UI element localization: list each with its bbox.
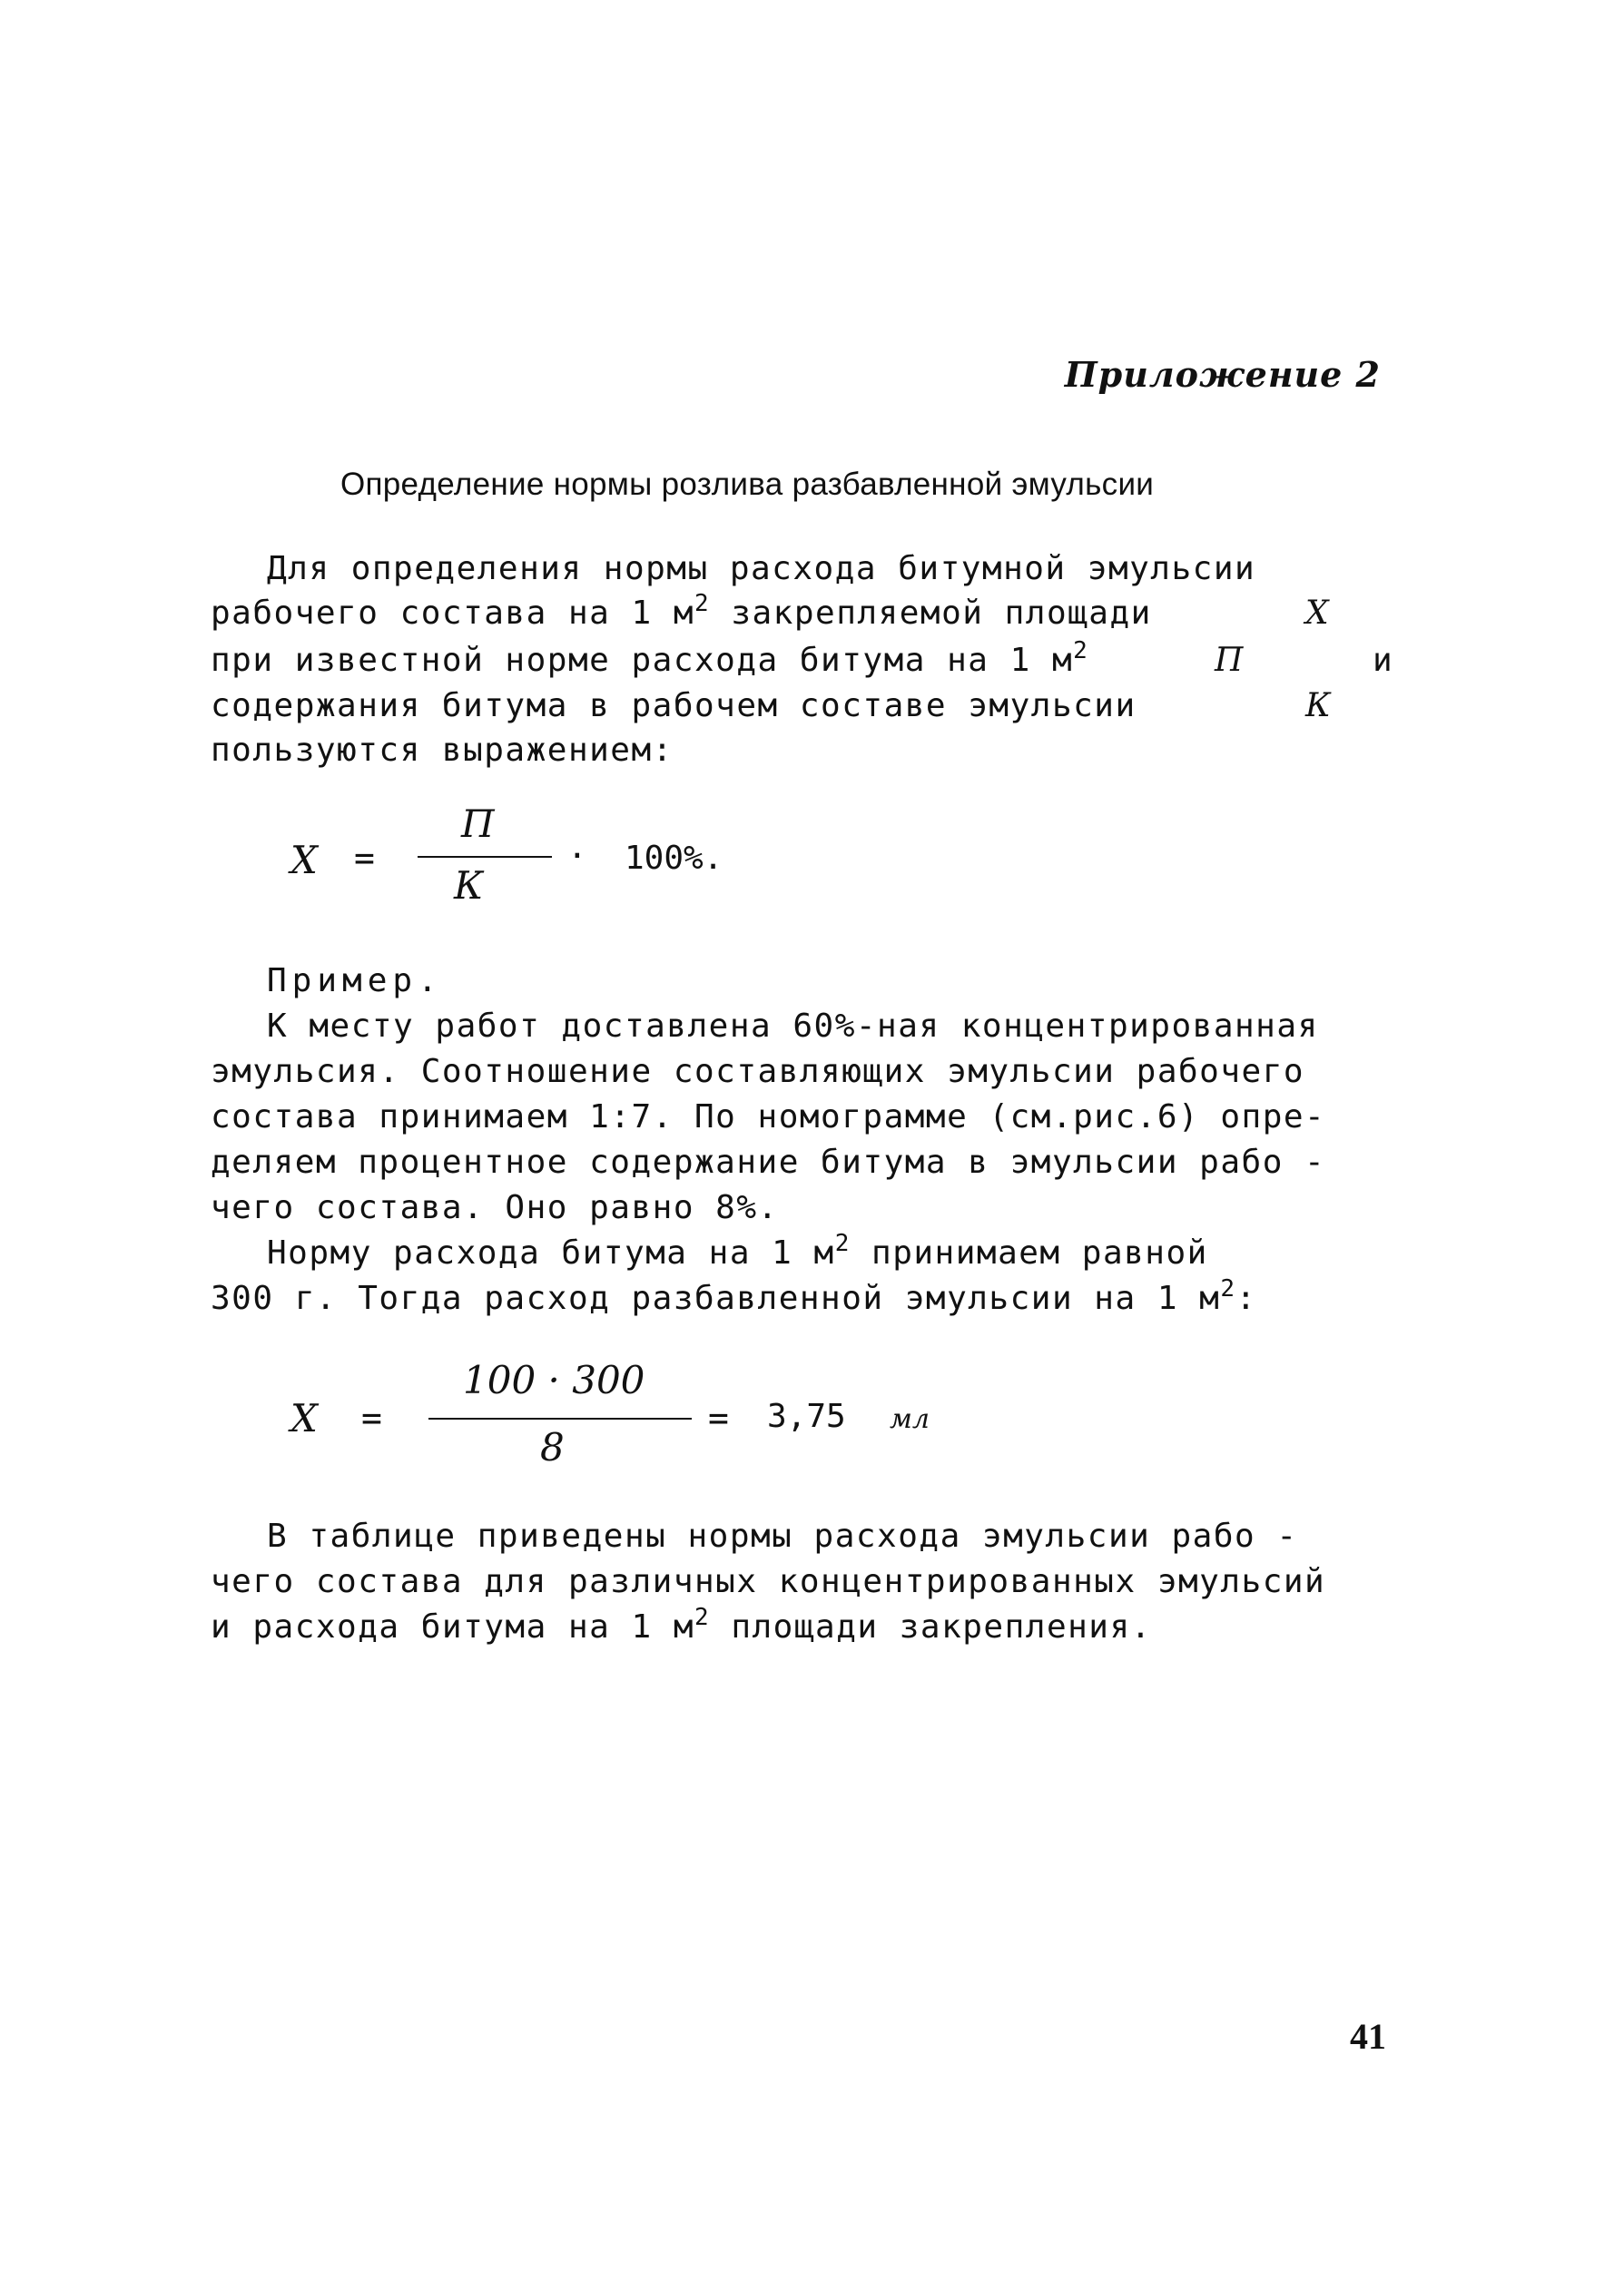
formula-1-rhs: 100%. (625, 840, 723, 877)
formula-1-fraction-bar (418, 856, 552, 858)
formula-1-denominator: К (454, 863, 484, 908)
variable-x: Х (1305, 595, 1329, 632)
variable-p: П (1215, 642, 1244, 679)
formula-2-denominator: 8 (540, 1425, 565, 1470)
formula-2-lhs: Х (290, 1396, 318, 1440)
appendix-label: Приложение 2 (1064, 354, 1381, 395)
formula-2-equals: = (361, 1398, 382, 1438)
intro-line-2: рабочего состава на 1 $м^2$ закрепляемой площади (211, 590, 1152, 632)
example-line-1: К месту работ доставлена 60%-ная концентрированная (267, 1008, 1319, 1045)
section-heading: Определение нормы розлива разбавленной эмульсии (340, 467, 1155, 502)
formula-2-result: 3,75 (767, 1398, 846, 1435)
intro-line-3-end: и (1373, 642, 1394, 679)
intro-line-5: пользуются выражением: (211, 732, 674, 769)
example-line-7: 300 г. Тогда расход разбавленной эмульсии на 1 $м^2$: (211, 1275, 1257, 1317)
formula-2-unit: мл (890, 1403, 930, 1435)
example-line-4: деляем процентное содержание битума в эмульсии рабо - (211, 1144, 1326, 1181)
formula-1-equals: = (354, 838, 375, 878)
closing-line-1: В таблице приведены нормы расхода эмульсии рабо - (267, 1518, 1298, 1555)
intro-line-1: Для определения нормы расхода битумной эмульсии (267, 550, 1256, 587)
formula-2-numerator: 100 · 300 (463, 1358, 645, 1402)
closing-line-3: и расхода битума на 1 $м^2$ площади закрепления. (211, 1604, 1152, 1646)
intro-line-4: содержания битума в рабочем составе эмульсии (211, 687, 1137, 724)
example-title: Пример. (267, 962, 443, 999)
closing-line-2: чего состава для различных концентрированных эмульсий (211, 1563, 1326, 1600)
example-line-6: Норму расхода битума на 1 $м^2$ принимаем равной (267, 1230, 1208, 1272)
formula-2-equals-2: = (708, 1398, 729, 1438)
variable-k: К (1305, 687, 1331, 724)
example-line-5: чего состава. Оно равно 8%. (211, 1189, 779, 1226)
formula-1-times: · (567, 838, 587, 875)
formula-2-fraction-bar (428, 1418, 692, 1420)
page-number: 41 (1350, 2016, 1386, 2057)
intro-line-3: при известной норме расхода битума на 1 $м^2$ (211, 637, 1089, 679)
formula-1 (272, 801, 781, 930)
formula-2 (272, 1358, 962, 1498)
formula-1-numerator: П (461, 801, 495, 846)
formula-1-lhs: Х (290, 838, 318, 882)
example-line-3: состава принимаем 1:7. По номограмме (см.рис.6) опре- (211, 1098, 1326, 1136)
example-line-2: эмульсия. Соотношение составляющих эмульсии рабочего (211, 1053, 1305, 1090)
